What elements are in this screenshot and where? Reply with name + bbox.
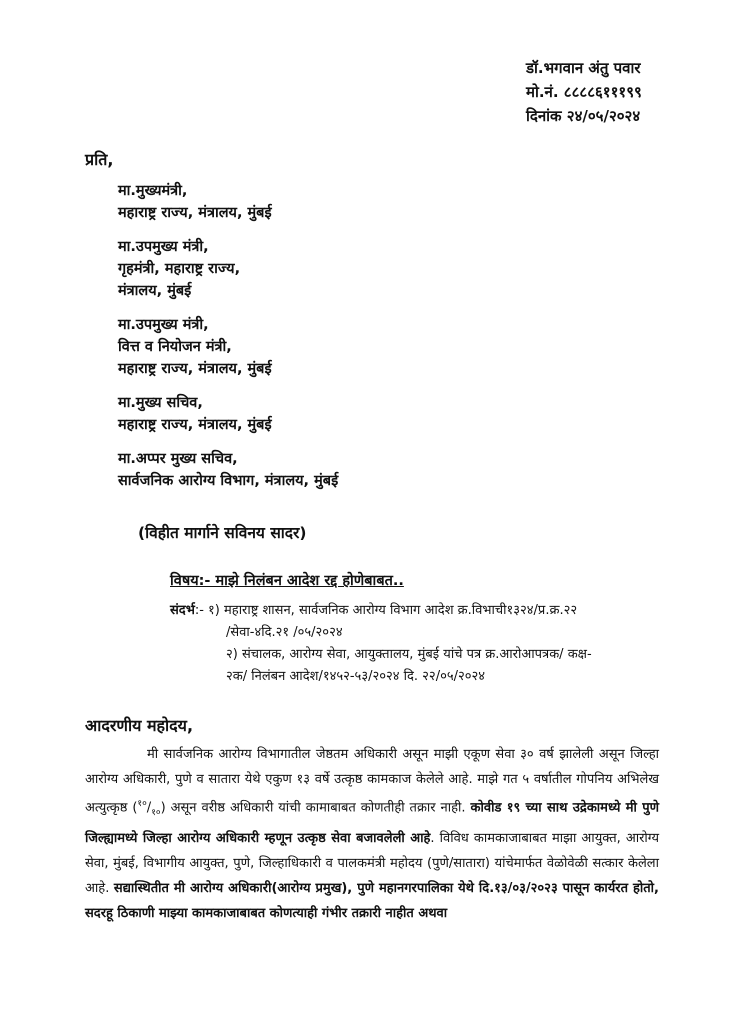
recipient-line: महाराष्ट्र राज्य, मंत्रालय, मुंबई <box>118 361 272 377</box>
reference-text: /सेवा-४दि.२१ /०५/२०२४ <box>226 625 343 640</box>
recipient-line: महाराष्ट्र राज्य, मंत्रालय, मुंबई <box>118 417 272 433</box>
body-bold-text: कोवीड १९ च्या साथ उद्रेकामध्ये मी पुणे जिल्ह्यामध्ये जिल्हा आरोग्य अधिकारी म्हणून उत्कृष्ठ सेवा बजावलेली आहे <box>85 800 659 846</box>
sender-mobile: मो.नं. ८८८८६१११९९ <box>526 83 642 101</box>
fraction-denominator: १० <box>151 807 161 818</box>
recipient <box>118 236 338 302</box>
body-bold-text: सद्यास्थितीत मी आरोग्य अधिकारी(आरोग्य प्रमुख), पुणे महानगरपालिका येथे दि.१३/०३/२०२३ पासून कार्यरत होतो, सदरहू ठिकाणी माझ्या कामकाजाबाबत कोणत्याही गंभीर तक्रारी नाहीत अथवा <box>85 880 659 921</box>
sender-block <box>526 56 642 128</box>
recipient-line: सार्वजनिक आरोग्य विभाग, मंत्रालय, मुंबई <box>118 473 339 489</box>
body-text: ) असून वरीष्ठ अधिकारी यांची कामाबाबत कोणतीही तक्रार नाही. <box>160 800 471 816</box>
fraction-numerator: १० <box>137 799 147 809</box>
recipient-line: मा.मुख्यमंत्री, <box>118 183 188 199</box>
sender-name: डॉ.भगवान अंतु पवार <box>526 59 641 77</box>
subject-line: विषय:- माझे निलंबन आदेश रद्द होणेबाबत.. <box>170 573 404 589</box>
recipient-line: मा.अप्पर मुख्य सचिव, <box>118 451 238 467</box>
salutation: आदरणीय महोदय, <box>85 716 194 735</box>
body-text: मी सार्वजनिक आरोग्य विभागातील जेष्ठतम अधिकारी असून माझी एकूण सेवा ३० वर्ष झालेली असून जिल्हा आरोग्य अधिकारी, पुणे व सातारा येथे एकुण १३ वर्षे उत्कृष्ठ कामकाज केलेले आहे. माझे गत ५ वर्षातील गोपनिय अभिलेख अत्युत्कृष्ठ ( <box>85 747 659 816</box>
body-text: . विविध कामकाजाबाबत माझा आयुक्त, आरोग्य सेवा, मुंबई, विभागीय आयुक्त, पुणे, जिल्हाधिकारी व पालकमंत्री महोदय (पुणे/सातारा) यांचेमार्फत वेळोवेळी सत्कार केलेला आहे. <box>85 830 659 896</box>
recipient-line: मा.उपमुख्य मंत्री, <box>118 317 209 333</box>
reference-text: २क/ निलंबन आदेश/१४५२-५३/२०२४ दि. २२/०५/२०२४ <box>226 669 486 684</box>
recipient <box>118 392 338 436</box>
references-block <box>170 600 690 688</box>
recipient-line: मा.मुख्य सचिव, <box>118 395 203 411</box>
letter-date: दिनांक २४/०५/२०२४ <box>526 107 641 125</box>
submission-note: (विहीत मार्गाने सविनय सादर) <box>138 524 307 542</box>
recipient <box>118 180 338 224</box>
recipient-line: वित्त व नियोजन मंत्री, <box>118 339 232 355</box>
prati-heading: प्रति, <box>85 150 114 169</box>
reference-2: २) संचालक, आरोग्य सेवा, आयुक्तालय, मुंबई यांचे पत्र क्र.आरोआपत्रक/ कक्ष- <box>226 647 592 662</box>
recipient-line: गृहमंत्री, महाराष्ट्र राज्य, <box>118 261 241 277</box>
reference-1 <box>170 600 690 622</box>
recipient <box>118 448 338 492</box>
recipient <box>118 314 338 380</box>
letter-body: मी सार्वजनिक आरोग्य विभागातील जेष्ठतम अधिकारी असून माझी एकूण सेवा ३० वर्ष झालेली असून जिल्हा आरोग्य अधिकारी, पुणे व सातारा येथे एकुण १३ वर्षे उत्कृष्ठ कामकाज केलेले आहे. माझे गत ५ वर्षातील गोपनिय अभिलेख अत्युत्कृष्ठ $(^{१०}/_{१०})$ असून वरीष्ठ अधिकारी यांची कामाबाबत कोणतीही तक्रार नाही. कोवीड १९ च्या साथ उद्रेकामध्ये मी पुणे जिल्ह्यामध्ये जिल्हा आरोग्य अधिकारी म्हणून उत्कृष्ठ सेवा बजावलेली आहे. विविध कामकाजाबाबत माझा आयुक्त, आरोग्य सेवा, मुंबई, विभागीय आयुक्त, पुणे, जिल्हाधिकारी व पालकमंत्री महोदय (पुणे/सातारा) यांचेमार्फत वेळोवेळी सत्कार केलेला आहे. सद्यास्थितीत मी आरोग्य अधिकारी(आरोग्य प्रमुख), पुणे महानगरपालिका येथे दि.१३/०३/२०२३ पासून कार्यरत होतो, सदरहू ठिकाणी माझ्या कामकाजाबाबत कोणत्याही गंभीर तक्रारी नाहीत अथवा <box>85 747 659 921</box>
references-label: संदर्भ <box>170 603 195 618</box>
reference-text: :- १) महाराष्ट्र शासन, सार्वजनिक आरोग्य विभाग आदेश क्र.विभाची१३२४/प्र.क्र.२२ <box>194 603 578 618</box>
recipient-line: मंत्रालय, मुंबई <box>118 283 192 299</box>
recipient-line: मा.उपमुख्य मंत्री, <box>118 239 209 255</box>
recipients-block <box>118 180 338 504</box>
recipient-line: महाराष्ट्र राज्य, मंत्रालय, मुंबई <box>118 205 272 221</box>
